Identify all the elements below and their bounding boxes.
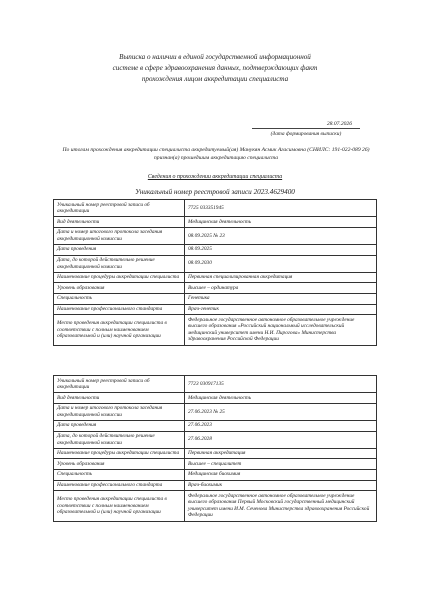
row-label: Наименование профессионального стандарта — [54, 480, 185, 491]
row-label: Дата, до которой действительно решение аккредитационной комиссии — [54, 431, 185, 448]
row-label: Уникальный номер реестровой записи об аккредитации — [54, 376, 185, 393]
table-row — [54, 459, 377, 470]
row-value: Высшее – специалитет — [185, 459, 377, 470]
row-value: Федеральное государственное автономное образовательное учреждение высшего образования Первый Московский государственный медицинский университет имени И.М. Сеченова Министерства здравоохранения Российской Федерации — [185, 491, 377, 521]
row-value: Врач-биохимик — [185, 480, 377, 491]
title-line: системе в сфере здравоохранения данных, подтверждающих факт — [112, 64, 318, 72]
issue-date-caption: (дата формирования выписки) — [270, 131, 342, 137]
table-row — [54, 200, 377, 217]
row-value: Медицинская деятельность — [185, 393, 377, 404]
table-row — [54, 491, 377, 521]
table-row — [54, 283, 377, 294]
row-label: Дата проведения — [54, 244, 185, 255]
row-value: Врач-генетик — [185, 304, 377, 315]
table-row — [54, 255, 377, 272]
document-title — [60, 52, 370, 85]
row-value: 7725 033351945 — [185, 200, 377, 217]
row-label: Дата и номер итогового протокола заседания аккредитационной комиссии — [54, 403, 185, 420]
table-row — [54, 393, 377, 404]
title-line: прохождения лицом аккредитации специалиста — [141, 75, 289, 83]
row-value: Генетика — [185, 293, 377, 304]
row-label: Специальность — [54, 293, 185, 304]
accreditation-record-1 — [53, 199, 377, 346]
row-value: Медицинская биохимия — [185, 469, 377, 480]
intro-statement: По итогам прохождения аккредитации специалиста аккредитуемый(ая) Манукян Асмик Агасимовна (СНИЛС: 191-022-089 26) признан(а) прошедшим аккредитацию специалиста — [62, 147, 370, 161]
row-label: Дата и номер итогового протокола заседания аккредитационной комиссии — [54, 227, 185, 244]
issue-date: 28.07.2026 — [252, 121, 360, 129]
row-label: Наименование процедуры аккредитации специалиста — [54, 448, 185, 459]
table-row — [54, 480, 377, 491]
row-value: 27.06.2023 № 25 — [185, 403, 377, 420]
row-value: Первичная специализированная аккредитация — [185, 272, 377, 283]
table-row — [54, 448, 377, 459]
row-value: Высшее – ординатура — [185, 283, 377, 294]
row-value: 27.06.2023 — [185, 420, 377, 431]
table-row — [54, 217, 377, 228]
row-label: Вид деятельности — [54, 217, 185, 228]
row-value: Федеральное государственное автономное образовательное учреждение высшего образования «Российский национальный исследовательский медицинский университет имени Н.И. Пирогова» Министерства здравоохранения Российской Федерации — [185, 315, 377, 345]
table-row — [54, 227, 377, 244]
section-heading: Сведения о прохождении аккредитации специалиста — [147, 174, 283, 180]
row-label: Дата проведения — [54, 420, 185, 431]
table-row — [54, 293, 377, 304]
row-value: Медицинская деятельность — [185, 217, 377, 228]
table-row — [54, 420, 377, 431]
row-label: Место проведения аккредитации специалиста в соответствии с полным наименованием образовательной и (или) научной организации — [54, 315, 185, 345]
title-line: Выписка о наличии в единой государственной информационной — [119, 53, 311, 61]
row-label: Наименование профессионального стандарта — [54, 304, 185, 315]
accreditation-record-2 — [53, 375, 377, 522]
table-row — [54, 376, 377, 393]
table-row — [54, 304, 377, 315]
row-label: Наименование процедуры аккредитации специалиста — [54, 272, 185, 283]
row-value: 27.06.2028 — [185, 431, 377, 448]
row-label: Уникальный номер реестровой записи об аккредитации — [54, 200, 185, 217]
row-label: Уровень образования — [54, 283, 185, 294]
table-row — [54, 244, 377, 255]
row-label: Уровень образования — [54, 459, 185, 470]
row-value: 08.09.2025 № 23 — [185, 227, 377, 244]
row-label: Специальность — [54, 469, 185, 480]
row-label: Вид деятельности — [54, 393, 185, 404]
table-row — [54, 315, 377, 345]
table-row — [54, 469, 377, 480]
row-label: Место проведения аккредитации специалиста в соответствии с полным наименованием образовательной и (или) научной организации — [54, 491, 185, 521]
row-value: 08.09.2025 — [185, 244, 377, 255]
registry-number: Уникальный номер реестровой записи 2023.4629400 — [135, 188, 295, 196]
table-row — [54, 272, 377, 283]
row-value: Первичная аккредитация — [185, 448, 377, 459]
row-value: 7723 030917135 — [185, 376, 377, 393]
table-row — [54, 403, 377, 420]
table-row — [54, 431, 377, 448]
issue-date-block — [252, 121, 360, 137]
row-value: 08.09.2030 — [185, 255, 377, 272]
row-label: Дата, до которой действительно решение аккредитационной комиссии — [54, 255, 185, 272]
